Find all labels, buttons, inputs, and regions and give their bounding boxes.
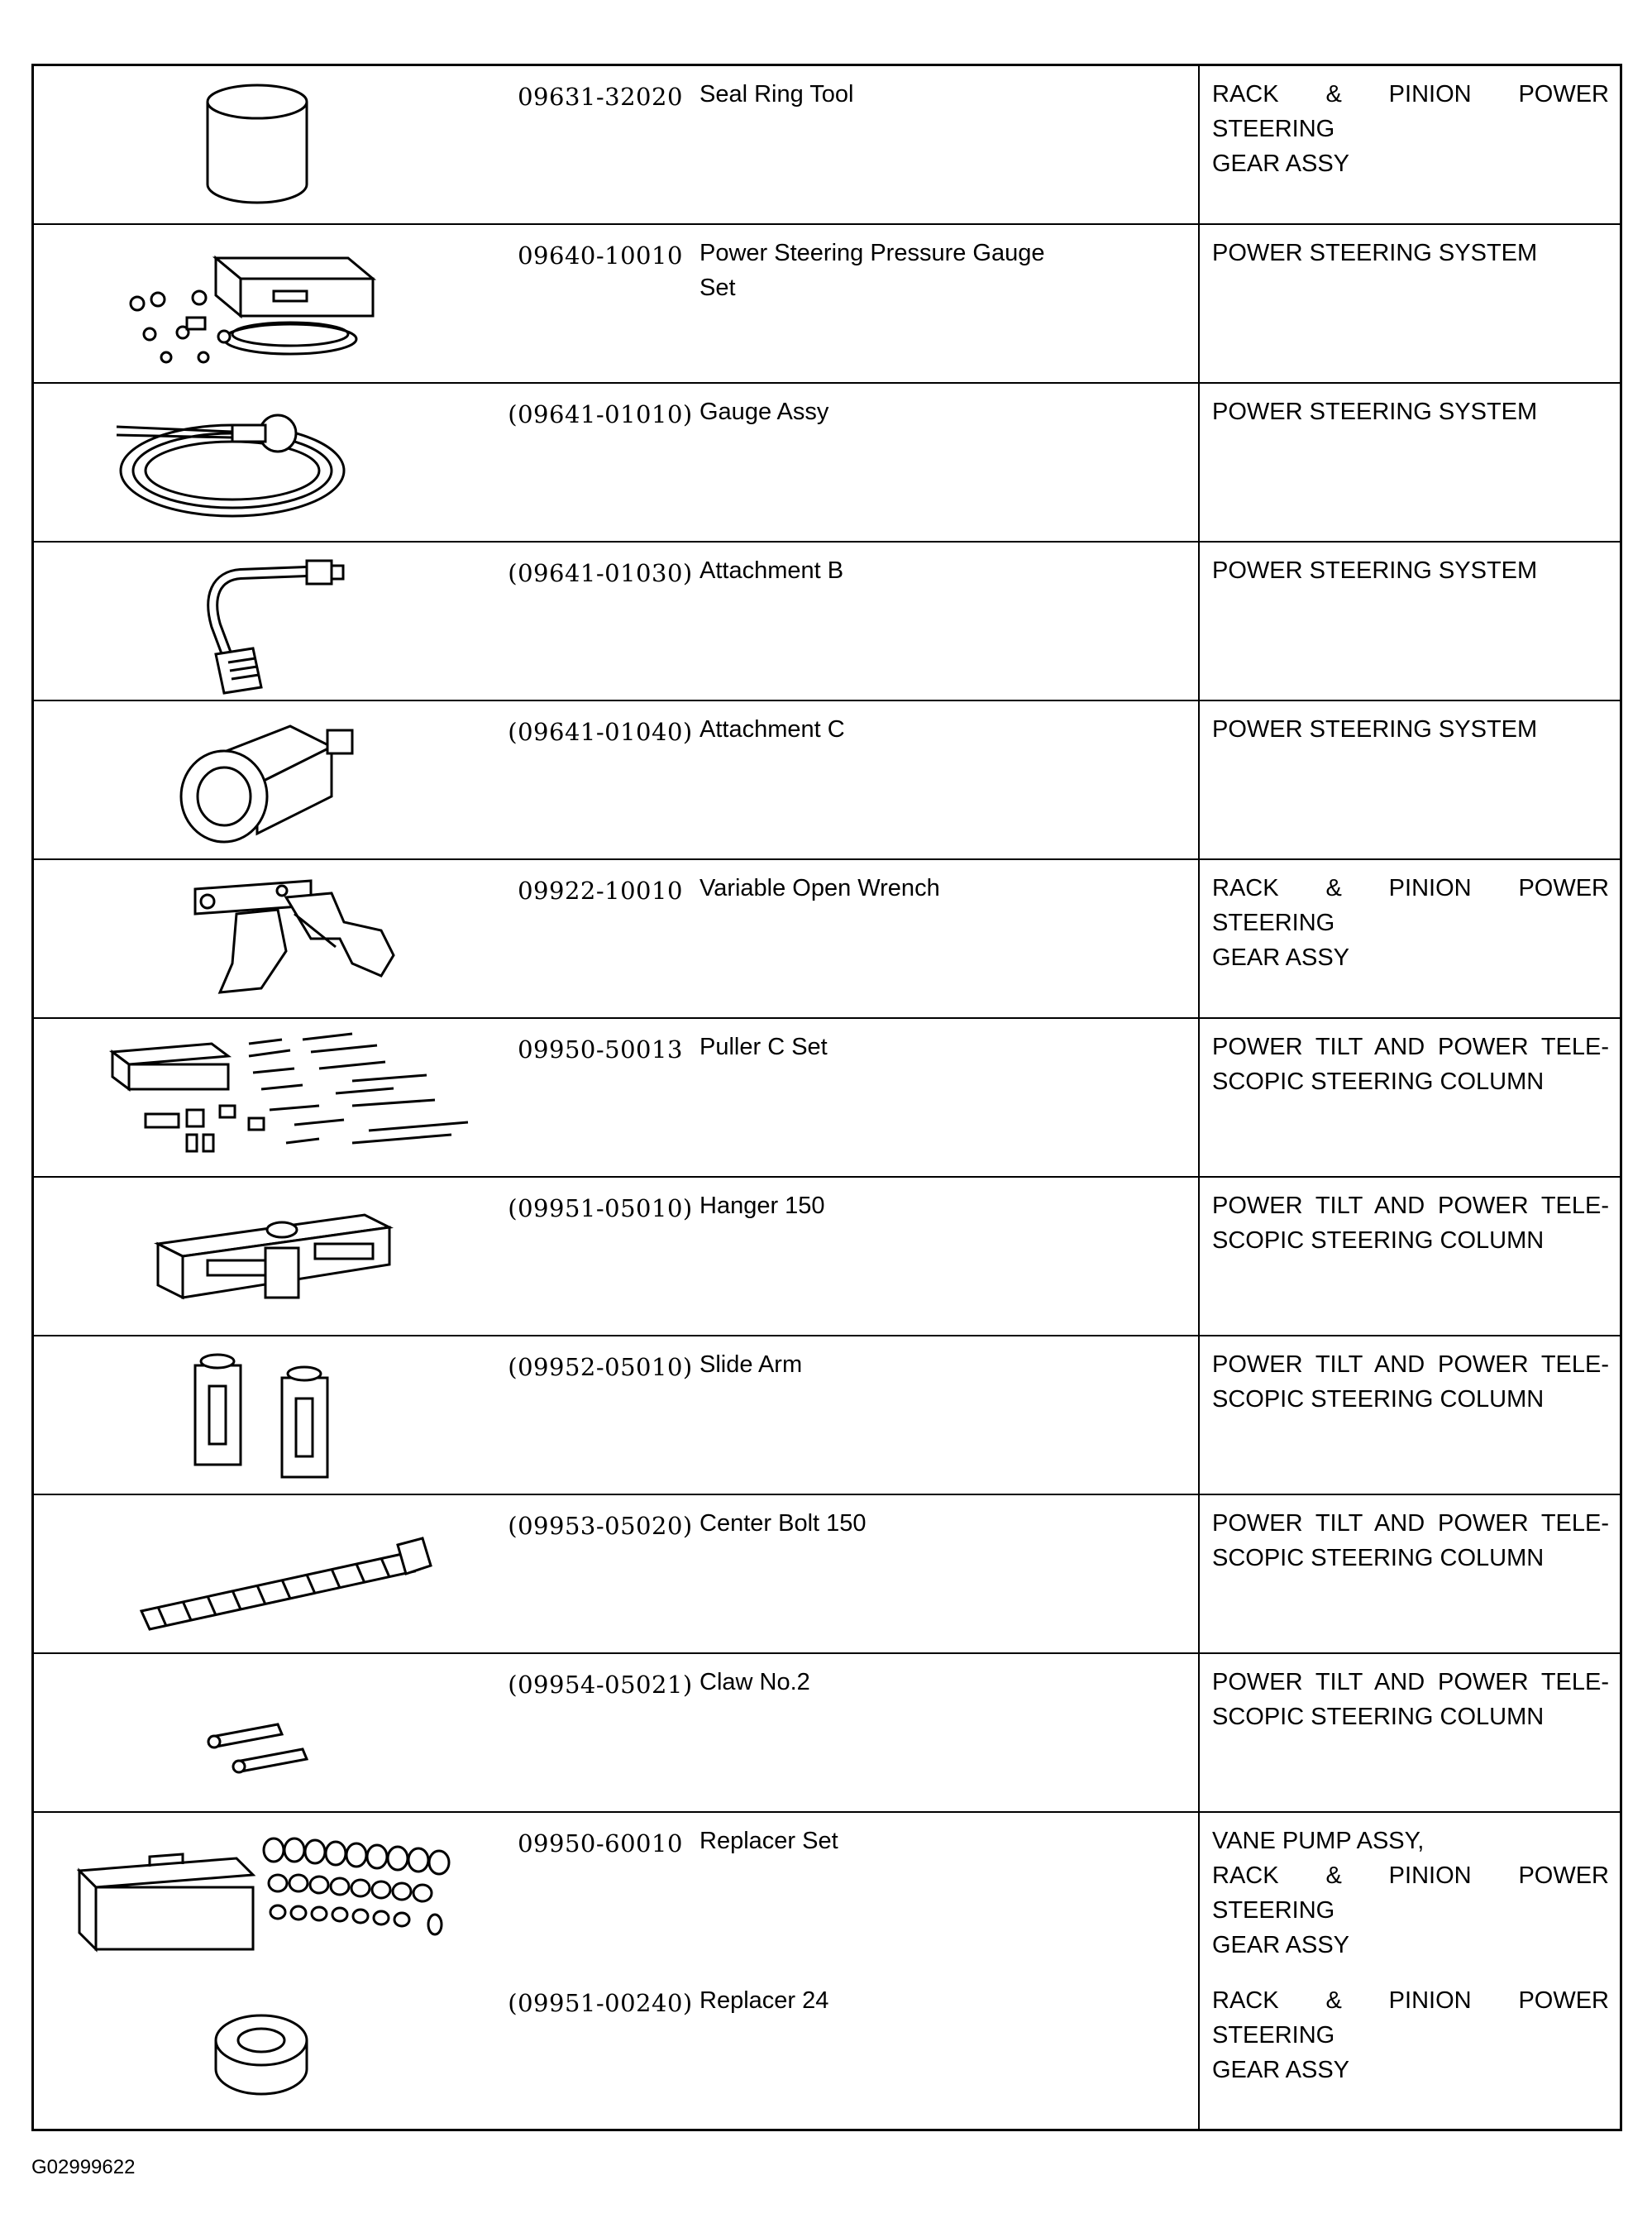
part-number: (09952-05010)	[508, 1353, 693, 1381]
application-line: GEAR ASSY	[1212, 151, 1350, 177]
application	[1212, 1983, 1609, 2087]
hanger-150-icon	[125, 1198, 398, 1331]
application	[1212, 1030, 1609, 1099]
application-line: POWER TILT AND POWER TELE-	[1212, 1669, 1609, 1695]
tool-name: Variable Open Wrench	[699, 875, 940, 901]
table-row	[34, 1495, 1620, 1654]
tool-illustration	[34, 225, 485, 382]
tool-name: Replacer 24	[699, 1987, 829, 2014]
tool-name: Hanger 150	[699, 1193, 825, 1219]
application	[1212, 553, 1609, 588]
figure-code: G02999622	[31, 2156, 136, 2178]
replacer-24-icon	[208, 2007, 323, 2106]
application-line: GEAR ASSY	[1212, 2057, 1350, 2083]
table-row	[34, 1654, 1620, 1813]
tool-illustration	[34, 384, 485, 541]
tool-illustration	[34, 66, 485, 223]
application-line: RACK & PINION POWER STEERING	[1212, 875, 1609, 936]
application-line: RACK & PINION POWER STEERING	[1212, 1987, 1609, 2049]
seal-ring-tool-icon	[199, 81, 315, 213]
tool-name: Attachment B	[699, 557, 844, 584]
gauge-assy-icon	[108, 392, 373, 533]
application	[1212, 1347, 1609, 1417]
table-row	[34, 1813, 1620, 2129]
part-number: 09640-10010	[518, 241, 683, 270]
application-line: SCOPIC STEERING COLUMN	[1212, 1227, 1545, 1254]
part-number: 09922-10010	[518, 877, 683, 905]
tool-illustration	[34, 1495, 485, 1652]
table-row	[34, 701, 1620, 860]
table-row	[34, 1336, 1620, 1495]
tool-illustration	[34, 1654, 485, 1811]
puller-c-set-icon	[104, 1027, 468, 1172]
slide-arm-icon	[179, 1349, 360, 1481]
application-line: POWER STEERING SYSTEM	[1212, 240, 1538, 266]
application	[1212, 1188, 1609, 1258]
application-line: POWER TILT AND POWER TELE-	[1212, 1193, 1609, 1219]
application-line: SCOPIC STEERING COLUMN	[1212, 1069, 1545, 1095]
table-row	[34, 1019, 1620, 1178]
tool-illustration	[34, 543, 485, 700]
table-row	[34, 860, 1620, 1019]
application	[1212, 394, 1609, 429]
part-number: 09950-60010	[518, 1829, 683, 1857]
application-line: SCOPIC STEERING COLUMN	[1212, 1386, 1545, 1413]
application-line: GEAR ASSY	[1212, 1932, 1350, 1958]
part-number: (09951-00240)	[508, 1989, 693, 2017]
replacer-set-icon	[67, 1825, 464, 1958]
table-row	[34, 1178, 1620, 1336]
application-line: POWER TILT AND POWER TELE-	[1212, 1034, 1609, 1060]
application	[1212, 1824, 1609, 1963]
table-row	[34, 543, 1620, 701]
attachment-b-icon	[183, 551, 348, 696]
part-number: (09951-05010)	[508, 1194, 693, 1222]
application-line: POWER STEERING SYSTEM	[1212, 557, 1538, 584]
application	[1212, 871, 1609, 975]
tool-name: Attachment C	[699, 716, 845, 743]
application-line: SCOPIC STEERING COLUMN	[1212, 1545, 1545, 1571]
table-row	[34, 66, 1620, 225]
application-line: POWER STEERING SYSTEM	[1212, 399, 1538, 425]
part-number: (09641-01030)	[508, 559, 693, 587]
application	[1212, 1665, 1609, 1734]
part-number: (09641-01040)	[508, 718, 693, 746]
gauge-set-icon	[100, 241, 365, 374]
part-number: (09954-05021)	[508, 1671, 693, 1699]
attachment-c-icon	[166, 710, 356, 854]
tool-illustration	[34, 701, 485, 858]
tool-illustration	[34, 1019, 485, 1176]
part-number: 09631-32020	[518, 83, 683, 111]
application-line: POWER TILT AND POWER TELE-	[1212, 1351, 1609, 1378]
application	[1212, 236, 1609, 270]
tool-illustration	[34, 1813, 485, 2129]
application	[1212, 77, 1609, 181]
part-number: 09950-50013	[518, 1035, 683, 1064]
application	[1212, 712, 1609, 747]
application-line: POWER STEERING SYSTEM	[1212, 716, 1538, 743]
claw-no2-icon	[199, 1700, 332, 1782]
tool-name: Seal Ring Tool	[699, 81, 854, 108]
tool-name: Center Bolt 150	[699, 1510, 867, 1537]
tool-name: Replacer Set	[699, 1828, 838, 1854]
tool-name: Gauge Assy	[699, 399, 829, 425]
application-line: SCOPIC STEERING COLUMN	[1212, 1704, 1545, 1730]
part-number: (09953-05020)	[508, 1512, 693, 1540]
application-line: VANE PUMP ASSY,	[1212, 1828, 1425, 1854]
part-number: (09641-01010)	[508, 400, 693, 428]
application-line: RACK & PINION POWER STEERING	[1212, 1862, 1609, 1924]
table-row	[34, 384, 1620, 543]
tool-name: Claw No.2	[699, 1669, 810, 1695]
sst-table	[31, 64, 1622, 2131]
application	[1212, 1506, 1609, 1575]
tool-illustration	[34, 1336, 485, 1494]
center-bolt-icon	[133, 1520, 447, 1636]
tool-name: Slide Arm	[699, 1351, 803, 1378]
variable-open-wrench-icon	[187, 873, 402, 1013]
tool-illustration	[34, 860, 485, 1017]
application-line: POWER TILT AND POWER TELE-	[1212, 1510, 1609, 1537]
tool-name: Power Steering Pressure Gauge Set	[699, 240, 1045, 301]
application-line: GEAR ASSY	[1212, 944, 1350, 971]
table-row	[34, 225, 1620, 384]
application-line: RACK & PINION POWER STEERING	[1212, 81, 1609, 142]
tool-illustration	[34, 1178, 485, 1335]
tool-name: Puller C Set	[699, 1034, 828, 1060]
